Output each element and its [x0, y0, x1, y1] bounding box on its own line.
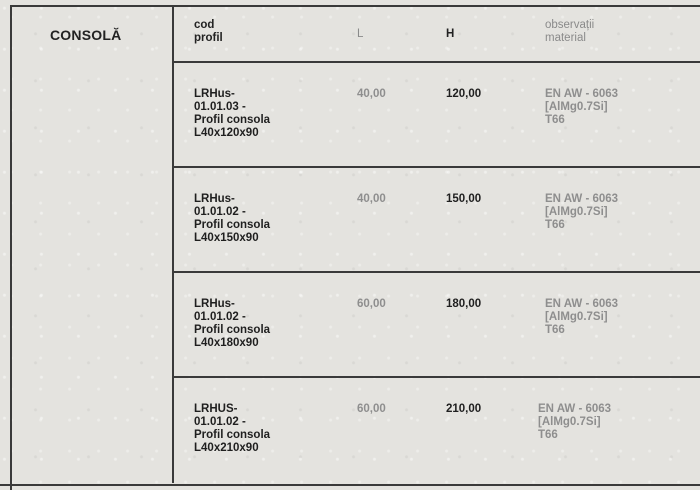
cell-code	[194, 88, 324, 140]
header-l: L	[357, 28, 364, 40]
material-line: [AlMg0.7Si]	[545, 206, 608, 218]
cell-h: 150,00	[446, 193, 482, 205]
code-line: L40x210x90	[194, 442, 259, 454]
code-line: L40x180x90	[194, 337, 259, 349]
table-row	[174, 273, 700, 376]
code-line: Profil consola	[194, 114, 271, 126]
code-line: 01.01.02 -	[194, 416, 246, 428]
cell-code	[194, 403, 324, 455]
material-line: T66	[538, 429, 558, 441]
code-line: L40x120x90	[194, 127, 259, 139]
material-line: EN AW - 6063	[545, 193, 619, 205]
material-line: EN AW - 6063	[538, 403, 612, 415]
code-line: LRHUS-	[194, 403, 238, 415]
cell-material	[545, 88, 695, 127]
cell-h: 180,00	[446, 298, 482, 310]
material-line: [AlMg0.7Si]	[545, 101, 608, 113]
table-row	[174, 378, 700, 483]
material-line: T66	[545, 114, 565, 126]
cell-material	[538, 403, 688, 442]
material-line: T66	[545, 324, 565, 336]
material-line: [AlMg0.7Si]	[545, 311, 608, 323]
cell-code	[194, 193, 324, 245]
cell-code	[194, 298, 324, 350]
header-notes-line2: material	[545, 32, 586, 44]
cell-h: 120,00	[446, 88, 482, 100]
code-line: Profil consola	[194, 429, 271, 441]
section-title: CONSOLĂ	[50, 27, 122, 43]
code-line: 01.01.03 -	[194, 101, 246, 113]
code-line: LRHus-	[194, 193, 235, 205]
material-line: EN AW - 6063	[545, 298, 619, 310]
header-code-line2: profil	[194, 32, 223, 44]
cell-material	[545, 298, 695, 337]
code-line: LRHus-	[194, 298, 235, 310]
table-header	[174, 7, 700, 62]
header-h: H	[446, 28, 455, 40]
code-line: Profil consola	[194, 324, 271, 336]
cell-material	[545, 193, 695, 232]
table-row	[174, 168, 700, 271]
header-code-profil	[194, 19, 223, 45]
material-line: T66	[545, 219, 565, 231]
code-line: Profil consola	[194, 219, 271, 231]
cell-l: 40,00	[357, 88, 386, 100]
header-notes-line1: observații	[545, 19, 595, 31]
header-notes-material	[545, 19, 594, 45]
material-line: EN AW - 6063	[545, 88, 619, 100]
cell-h: 210,00	[446, 403, 482, 415]
code-line: 01.01.02 -	[194, 311, 246, 323]
material-line: [AlMg0.7Si]	[538, 416, 601, 428]
table-row	[174, 63, 700, 166]
table-bottom-border	[0, 484, 700, 486]
cell-l: 60,00	[357, 298, 386, 310]
code-line: LRHus-	[194, 88, 235, 100]
cell-l: 40,00	[357, 193, 386, 205]
code-line: 01.01.02 -	[194, 206, 246, 218]
code-line: L40x150x90	[194, 232, 259, 244]
cell-l: 60,00	[357, 403, 386, 415]
header-code-line1: cod	[194, 19, 215, 31]
